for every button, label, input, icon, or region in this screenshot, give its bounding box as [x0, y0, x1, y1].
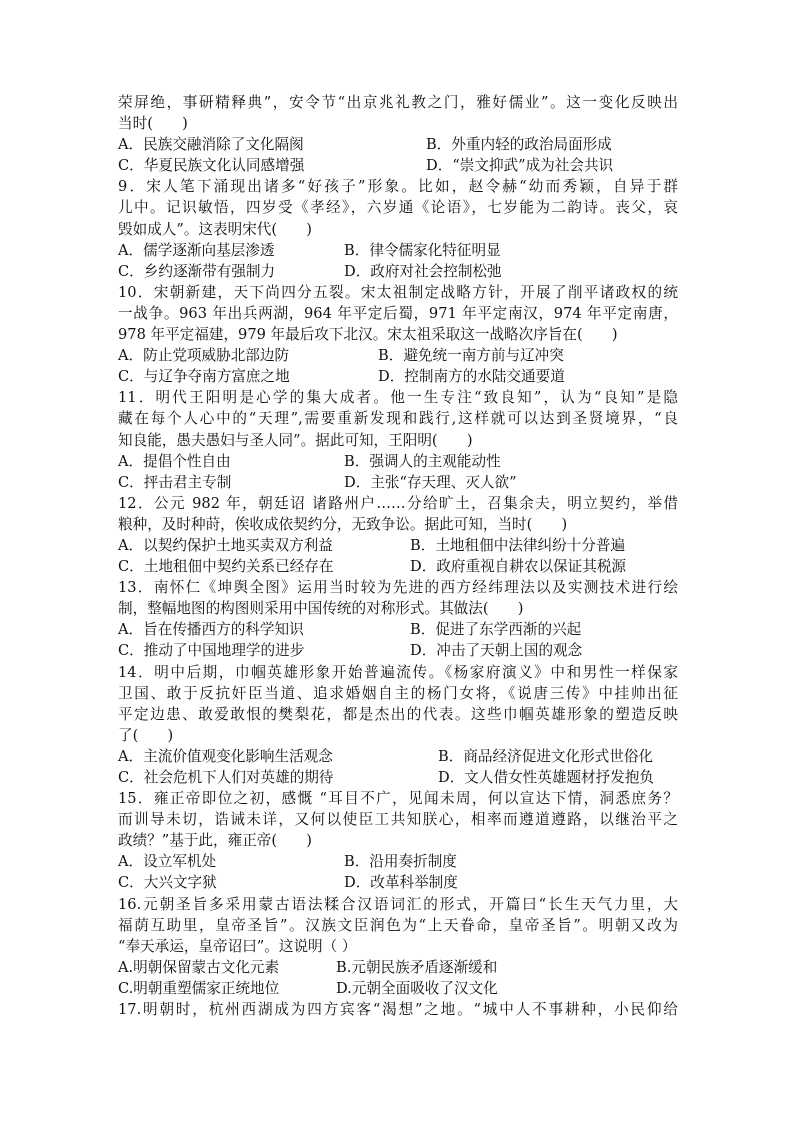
question-text-line: 而训导未切，诰诫未详，又何以使臣工共知朕心，相率而遵道遵路，以继治平之	[118, 811, 678, 829]
question-text-line: 知良能，愚夫愚妇与圣人同”。据此可知，王阳明( )	[118, 431, 473, 449]
answer-option: A．提倡个性自由	[118, 452, 231, 470]
answer-option: D．主张“存天理、灭人欲”	[344, 473, 517, 491]
answer-option: D.元朝全面吸收了汉文化	[336, 979, 498, 997]
answer-options-row	[118, 240, 678, 261]
question-text-line: 卫国、敢于反抗奸臣当道、追求婚姻自主的杨门女将，《说唐三传》中挂帅出征	[118, 684, 678, 702]
answer-option: A．民族交融消除了文化隔阂	[118, 136, 304, 154]
question-text-line: 978 年平定福建，979 年最后攻下北汉。宋太祖采取这一战略次序旨在( )	[118, 326, 618, 344]
answer-options-row	[118, 556, 678, 577]
question-text-line: 政绩？”基于此，雍正帝( )	[118, 832, 312, 850]
answer-option: C．大兴文字狱	[118, 874, 217, 892]
answer-option: B．强调人的主观能动性	[344, 452, 501, 470]
answer-option: D．政府对社会控制松弛	[344, 262, 502, 280]
question-text-line: 12．公元 982 年，朝廷诏 诸路州户……分给旷土，召集余夫，明立契约，举借	[118, 494, 678, 512]
answer-option: D．政府重视自耕农以保证其税源	[410, 558, 627, 576]
answer-options-row	[118, 767, 678, 788]
answer-option: D．文人借女性英雄题材抒发抱负	[438, 769, 655, 786]
answer-options-row	[118, 366, 678, 387]
question-text-line: 毁如成人”。这表明宋代( )	[118, 220, 312, 238]
answer-option: D．控制南方的水陆交通要道	[378, 368, 565, 386]
answer-options-row	[118, 957, 678, 978]
answer-option: C．华夏民族文化认同感增强	[118, 157, 305, 175]
question-text-line: 一战争。963 年出兵两湖，964 年平定后蜀，971 年平定南汉，974 年平定南唐，	[118, 304, 678, 322]
answer-option: B．律令儒家化特征明显	[344, 241, 501, 259]
answer-option: C．乡约逐渐带有强制力	[118, 262, 276, 280]
answer-options-row	[118, 619, 678, 640]
answer-options-row	[118, 155, 678, 176]
question-text-line: 了( )	[118, 726, 174, 744]
answer-options-row	[118, 261, 678, 282]
exam-page	[118, 92, 678, 1020]
answer-options-row	[118, 451, 678, 472]
question-text-line: 藏在每个人心中的“天理”,需要重新发现和践行,这样就可以达到圣贤境界，“良	[118, 410, 678, 428]
question-text-line: 9．宋人笔下涌现出诸多“好孩子”形象。比如，赵令赫“幼而秀颖，自异于群	[118, 178, 678, 196]
answer-options-row	[118, 872, 678, 893]
answer-option: D．“崇文抑武”成为社会共识	[426, 157, 614, 175]
question-text-line: 荣屏绝，事研精释典”，安令节“出京兆礼教之门，雅好儒业”。这一变化反映出	[118, 94, 678, 111]
answer-option: D．改革科举制度	[344, 874, 458, 892]
question-text-line: 15．雍正帝即位之初，感慨 “耳目不广，见闻未周，何以宣达下情，洞悉庶务？	[118, 790, 678, 808]
question-text-line: 13．南怀仁《坤舆全图》运用当时较为先进的西方经纬理法以及实测技术进行绘	[118, 579, 678, 597]
answer-option: C．推动了中国地理学的进步	[118, 642, 305, 660]
answer-options-row	[118, 851, 678, 872]
answer-options-row	[118, 640, 678, 661]
answer-option: B．促进了东学西渐的兴起	[410, 621, 582, 639]
answer-options-row	[118, 535, 678, 556]
question-text-line: 当时( )	[118, 115, 188, 133]
answer-option: B．外重内轻的政治局面形成	[426, 136, 612, 154]
answer-option: C．土地租佃中契约关系已经存在	[118, 558, 334, 576]
question-text-line: 14．明中后期，巾帼英雄形象开始普遍流传。《杨家府演义》中和男性一样保家	[118, 663, 678, 681]
answer-option: A．旨在传播西方的科学知识	[118, 621, 304, 639]
answer-option: A.明朝保留蒙古文化元素	[118, 958, 280, 976]
answer-options-row	[118, 345, 678, 366]
answer-options-row	[118, 134, 678, 155]
answer-options-row	[118, 978, 678, 999]
question-text-line: 平定边患、敢爱敢恨的樊梨花，都是杰出的代表。这些巾帼英雄形象的塑造反映	[118, 705, 678, 723]
answer-option: B．土地租佃中法律纠纷十分普遍	[410, 536, 626, 554]
answer-option: C．与辽争夺南方富庶之地	[118, 368, 290, 386]
question-text-line: 儿中。记识敏悟，四岁受《孝经》，六岁通《论语》，七岁能为二韵诗。丧父，哀	[118, 199, 678, 217]
answer-option: B．沿用奏折制度	[344, 853, 457, 871]
answer-option: D．冲击了天朝上国的观念	[410, 642, 583, 660]
question-text-line: 粮种，及时种莳，俟收成依契约分，无致争讼。据此可知，当时( )	[118, 515, 568, 533]
question-text-line: 17.明朝时，杭州西湖成为四方宾客“渴想”之地。“城中人不事耕种，小民仰给	[118, 1001, 678, 1019]
answer-option: B.元朝民族矛盾逐渐缓和	[336, 958, 498, 976]
question-text-line: 16.元朝圣旨多采用蒙古语法糅合汉语词汇的形式，开篇曰“长生天气力里，大	[118, 895, 678, 913]
question-text-line: “奉天承运，皇帝诏曰”。这说明（ ）	[118, 937, 357, 955]
answer-option: A．以契约保护土地买卖双方利益	[118, 536, 333, 554]
answer-option: C.明朝重塑儒家正统地位	[118, 979, 280, 997]
answer-options-row	[118, 472, 678, 493]
answer-option: C．社会危机下人们对英雄的期待	[118, 769, 334, 786]
answer-option: A．主流价值观变化影响生活观念	[118, 747, 333, 765]
answer-option: C．抨击君主专制	[118, 473, 232, 491]
answer-option: B．商品经济促进文化形式世俗化	[438, 747, 654, 765]
answer-option: A．设立军机处	[118, 853, 217, 871]
question-text-line: 福荫互助里，皇帝圣旨”。汉族文臣润色为“上天眷命，皇帝圣旨”。明朝又改为	[118, 916, 678, 934]
question-text-line: 制，整幅地图的构图则采用中国传统的对称形式。其做法( )	[118, 600, 524, 618]
answer-option: A．儒学逐渐向基层渗透	[118, 241, 275, 259]
answer-options-row	[118, 746, 678, 767]
answer-option: A．防止党项威胁北部边防	[118, 347, 290, 365]
answer-option: B．避免统一南方前与辽冲突	[378, 347, 564, 365]
question-text-line: 11．明代王阳明是心学的集大成者。他一生专注“致良知”，认为“良知”是隐	[118, 389, 678, 407]
question-text-line: 10．宋朝新建，天下尚四分五裂。宋太祖制定战略方针，开展了削平诸政权的统	[118, 283, 678, 301]
